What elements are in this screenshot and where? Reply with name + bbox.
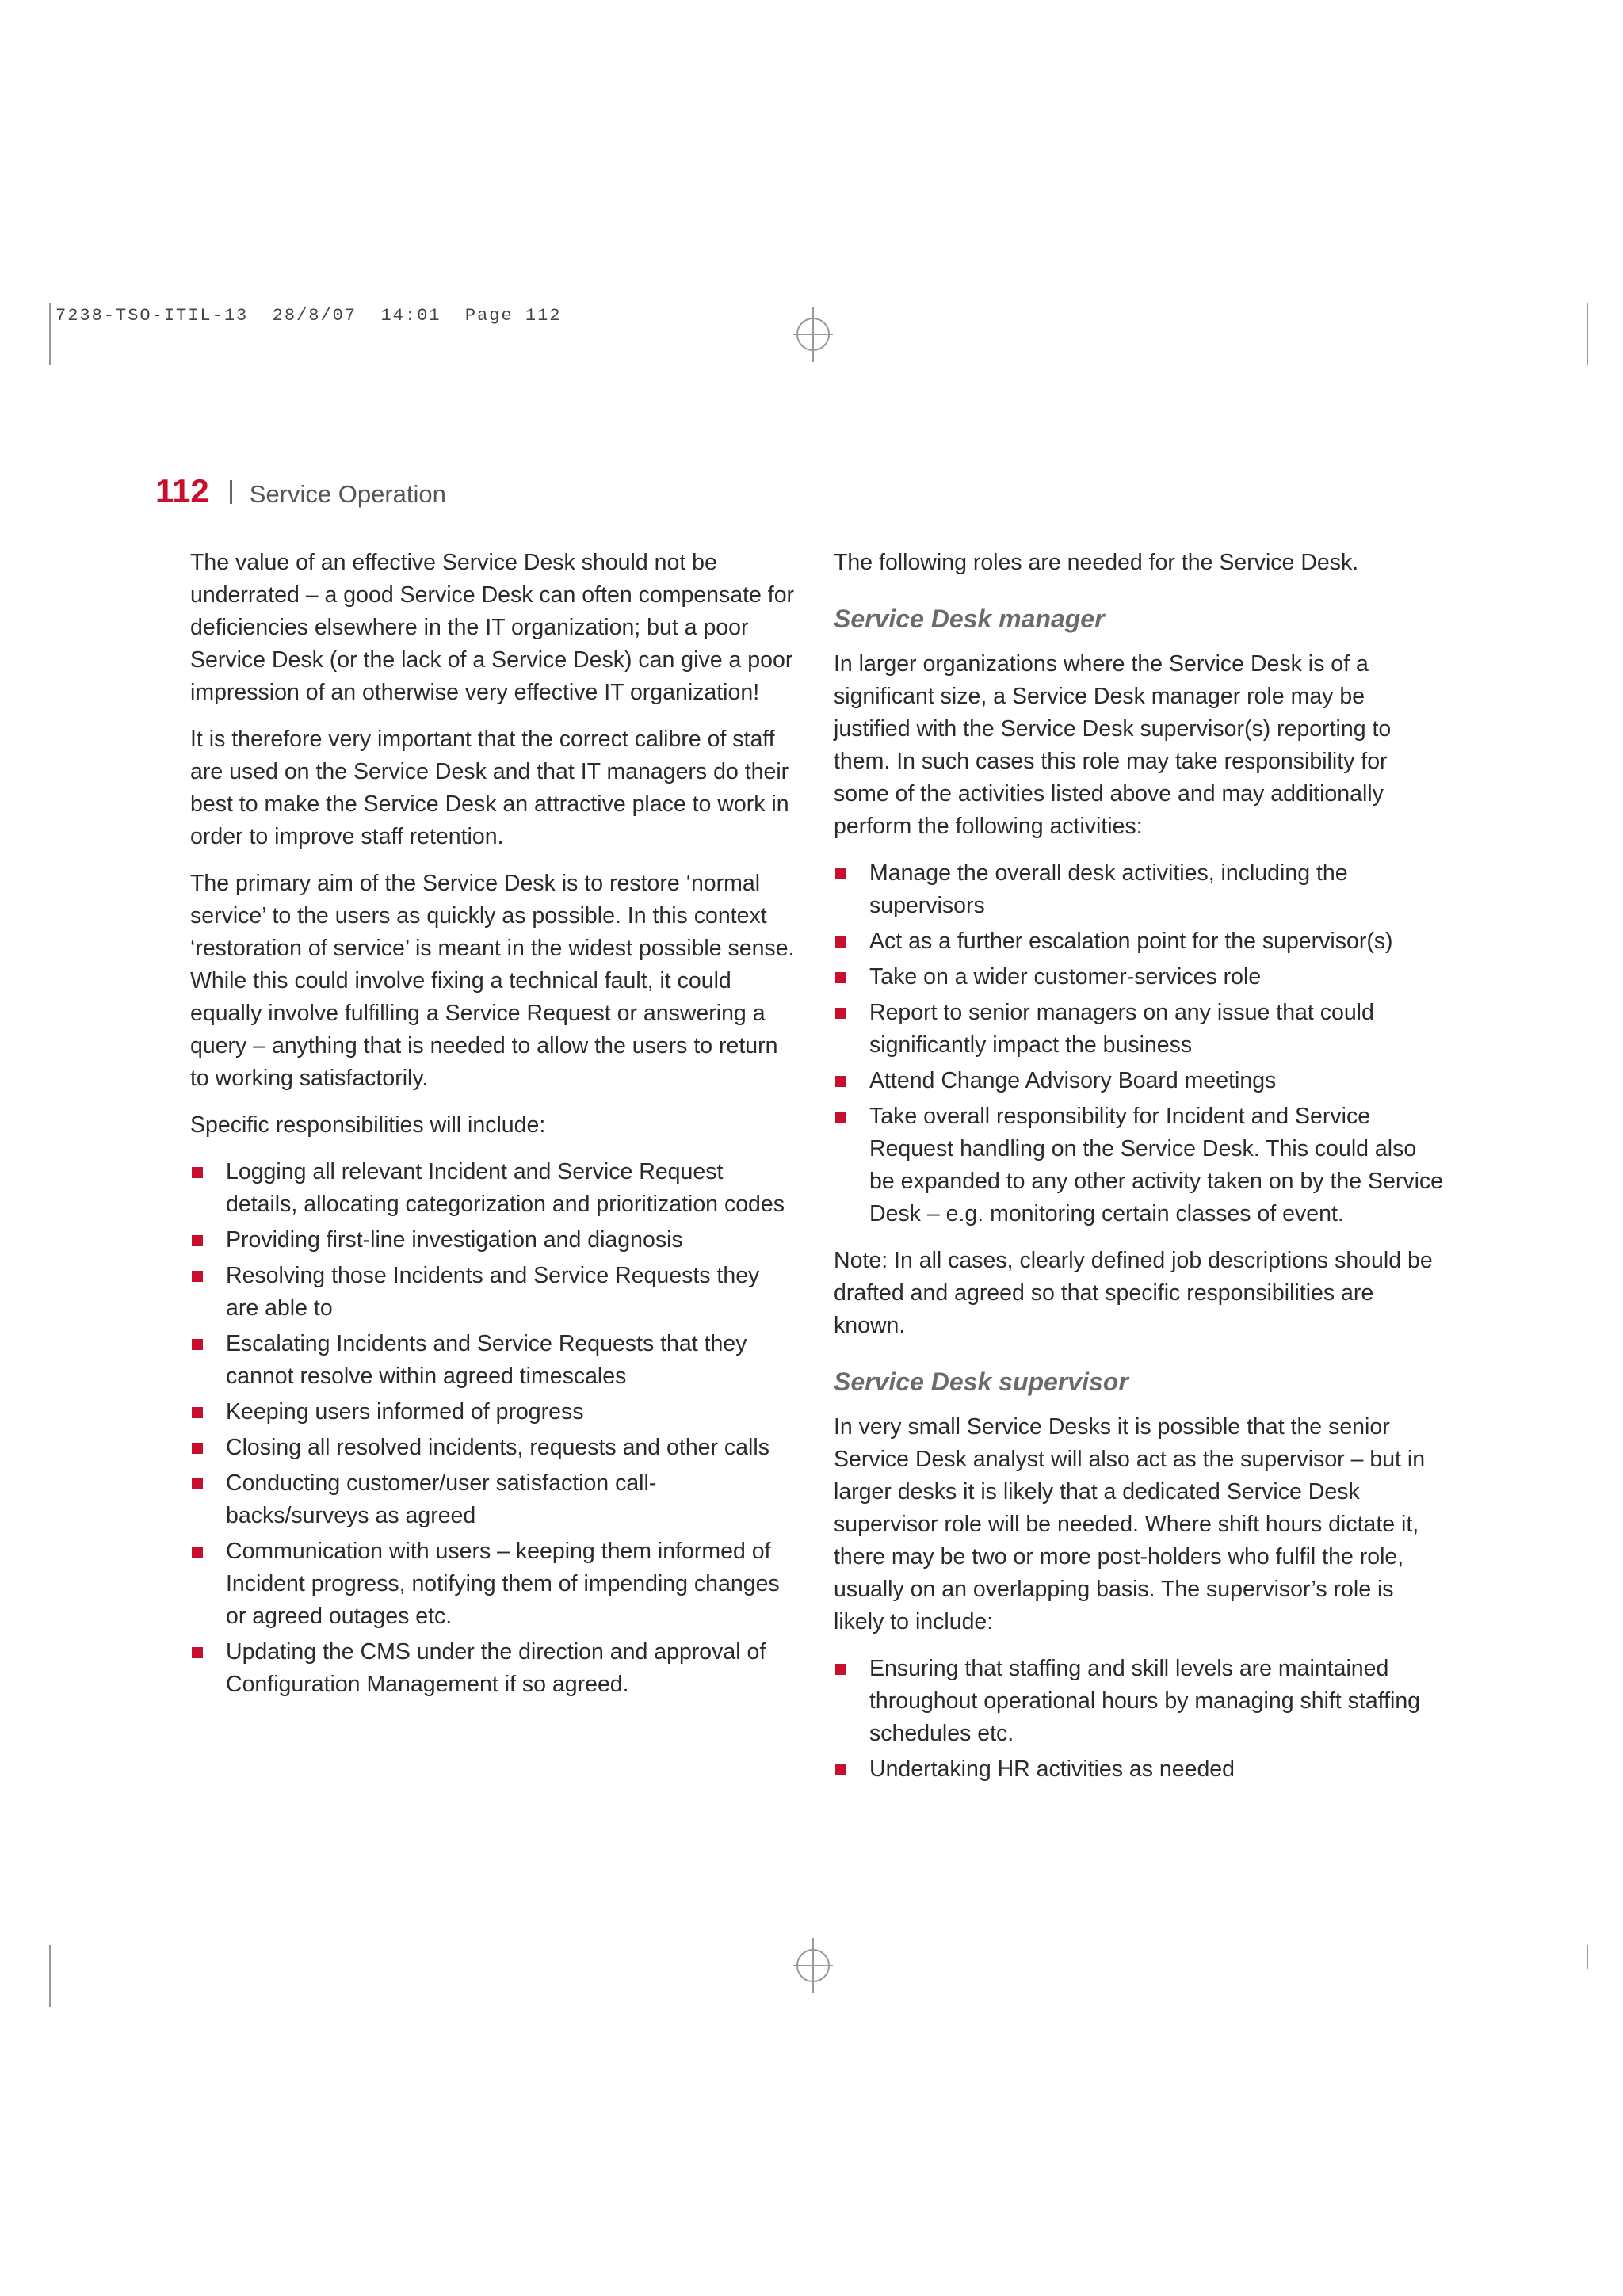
square-bullet-icon <box>835 1076 846 1087</box>
list-item-text: Providing first-line investigation and diagnosis <box>226 1227 683 1253</box>
list-item-text: Escalating Incidents and Service Requests that they cannot resolve within agreed timescales <box>226 1331 747 1389</box>
crop-mark-bottom-left <box>49 1945 51 2007</box>
supervisor-activities-list <box>834 1653 1444 1786</box>
list-item-text: Undertaking HR activities as needed <box>869 1756 1235 1782</box>
paragraph-manager: In larger organizations where the Service Desk is of a significant size, a Service Desk manager role may be justified with the Service Desk supervisor(s) reporting to them. In such cases this role may take responsibility for some of the activities listed above and may additionally perform the following activities: <box>834 651 1392 839</box>
list-item-text: Attend Change Advisory Board meetings <box>869 1068 1277 1093</box>
list-item-text: Keeping users informed of progress <box>226 1399 584 1425</box>
list-item-text: Ensuring that staffing and skill levels are maintained throughout operational hours by managing shift staffing schedules etc. <box>869 1656 1421 1746</box>
list-item <box>190 1636 796 1701</box>
square-bullet-icon <box>192 1235 203 1246</box>
list-item <box>190 1328 796 1393</box>
square-bullet-icon <box>192 1443 203 1454</box>
square-bullet-icon <box>835 1664 846 1675</box>
crop-mark-top-left <box>49 303 51 365</box>
heading-service-desk-manager: Service Desk manager <box>834 605 1105 633</box>
list-item <box>834 1653 1444 1750</box>
square-bullet-icon <box>192 1547 203 1558</box>
list-item-text: Act as a further escalation point for the supervisor(s) <box>869 929 1393 954</box>
responsibilities-list <box>190 1156 796 1701</box>
printer-slug: 7238-TSO-ITIL-13 28/8/07 14:01 Page 112 <box>55 306 562 326</box>
list-item <box>190 1156 796 1221</box>
paragraph-primary-aim: The primary aim of the Service Desk is to restore ‘normal service’ to the users as quickly as possible. In this context ‘restoration of service’ is meant in the widest possible sense. While this could involve fixing a technical fault, it could equally involve fulfilling a Service Request or answering a query – anything that is needed to allow the users to return to working satisfactorily. <box>190 871 795 1091</box>
list-item <box>834 997 1444 1062</box>
square-bullet-icon <box>192 1339 203 1350</box>
list-item-text: Resolving those Incidents and Service Requests they are able to <box>226 1263 760 1321</box>
list-item-text: Take on a wider customer-services role <box>869 964 1262 990</box>
square-bullet-icon <box>192 1647 203 1658</box>
list-item-text: Communication with users – keeping them informed of Incident progress, notifying them of impending changes or agreed outages etc. <box>226 1539 780 1629</box>
paragraph-note: Note: In all cases, clearly defined job descriptions should be drafted and agreed so that specific responsibilities are known. <box>834 1248 1433 1338</box>
list-item <box>190 1396 796 1428</box>
manager-activities-list <box>834 857 1444 1230</box>
paragraph-responsibilities-intro: Specific responsibilities will include: <box>190 1112 546 1138</box>
running-head <box>155 472 446 510</box>
paragraph-roles-intro: The following roles are needed for the Service Desk. <box>834 550 1359 575</box>
list-item-text: Conducting customer/user satisfaction call-backs/surveys as agreed <box>226 1470 657 1528</box>
section-title: Service Operation <box>249 480 446 508</box>
list-item-text: Manage the overall desk activities, including the supervisors <box>869 860 1348 918</box>
list-item <box>834 1065 1444 1097</box>
square-bullet-icon <box>835 936 846 948</box>
list-item <box>190 1224 796 1257</box>
square-bullet-icon <box>835 868 846 879</box>
list-item <box>190 1260 796 1325</box>
square-bullet-icon <box>835 1112 846 1123</box>
list-item-text: Report to senior managers on any issue that could significantly impact the business <box>869 1000 1374 1058</box>
list-item <box>834 1100 1444 1230</box>
square-bullet-icon <box>192 1407 203 1418</box>
list-item <box>834 925 1444 958</box>
paragraph-supervisor: In very small Service Desks it is possible that the senior Service Desk analyst will also act as the supervisor – but in larger desks it is likely that a dedicated Service Desk supervisor role will be needed. Where shift hours dictate it, there may be two or more post-holders who fulfil the role, usually on an overlapping basis. The supervisor’s role is likely to include: <box>834 1414 1426 1634</box>
list-item <box>834 857 1444 922</box>
square-bullet-icon <box>835 1008 846 1019</box>
page-number: 112 <box>155 472 209 509</box>
registration-mark-bottom-icon <box>796 1949 830 1982</box>
crop-mark-top-right <box>1587 303 1588 365</box>
list-item-text: Updating the CMS under the direction and approval of Configuration Management if so agreed. <box>226 1639 766 1697</box>
square-bullet-icon <box>835 1764 846 1775</box>
list-item <box>190 1535 796 1633</box>
square-bullet-icon <box>192 1167 203 1178</box>
registration-mark-top-icon <box>796 318 830 351</box>
square-bullet-icon <box>192 1271 203 1282</box>
crop-mark-bottom-right <box>1587 1945 1588 1969</box>
square-bullet-icon <box>192 1478 203 1489</box>
header-divider <box>230 480 232 504</box>
paragraph-value: The value of an effective Service Desk should not be underrated – a good Service Desk can often compensate for deficiencies elsewhere in the IT organization; but a poor Service Desk (or the lack of a Service Desk) can give a poor impression of an otherwise very effective IT organization! <box>190 550 795 705</box>
paragraph-calibre: It is therefore very important that the correct calibre of staff are used on the Service Desk and that IT managers do their best to make the Service Desk an attractive place to work in order to improve staff retention. <box>190 727 789 849</box>
list-item-text: Closing all resolved incidents, requests and other calls <box>226 1435 769 1460</box>
right-column <box>834 547 1444 1800</box>
list-item-text: Logging all relevant Incident and Service Request details, allocating categorization and prioritization codes <box>226 1159 785 1217</box>
square-bullet-icon <box>835 972 846 983</box>
list-item <box>190 1432 796 1464</box>
list-item <box>834 1753 1444 1786</box>
heading-service-desk-supervisor: Service Desk supervisor <box>834 1367 1128 1396</box>
list-item <box>834 961 1444 994</box>
list-item <box>190 1467 796 1532</box>
list-item-text: Take overall responsibility for Incident and Service Request handling on the Service Desk. This could also be expanded to any other activity taken on by the Service Desk – e.g. monitoring certain classes of event. <box>869 1104 1444 1226</box>
left-column <box>190 547 796 1715</box>
